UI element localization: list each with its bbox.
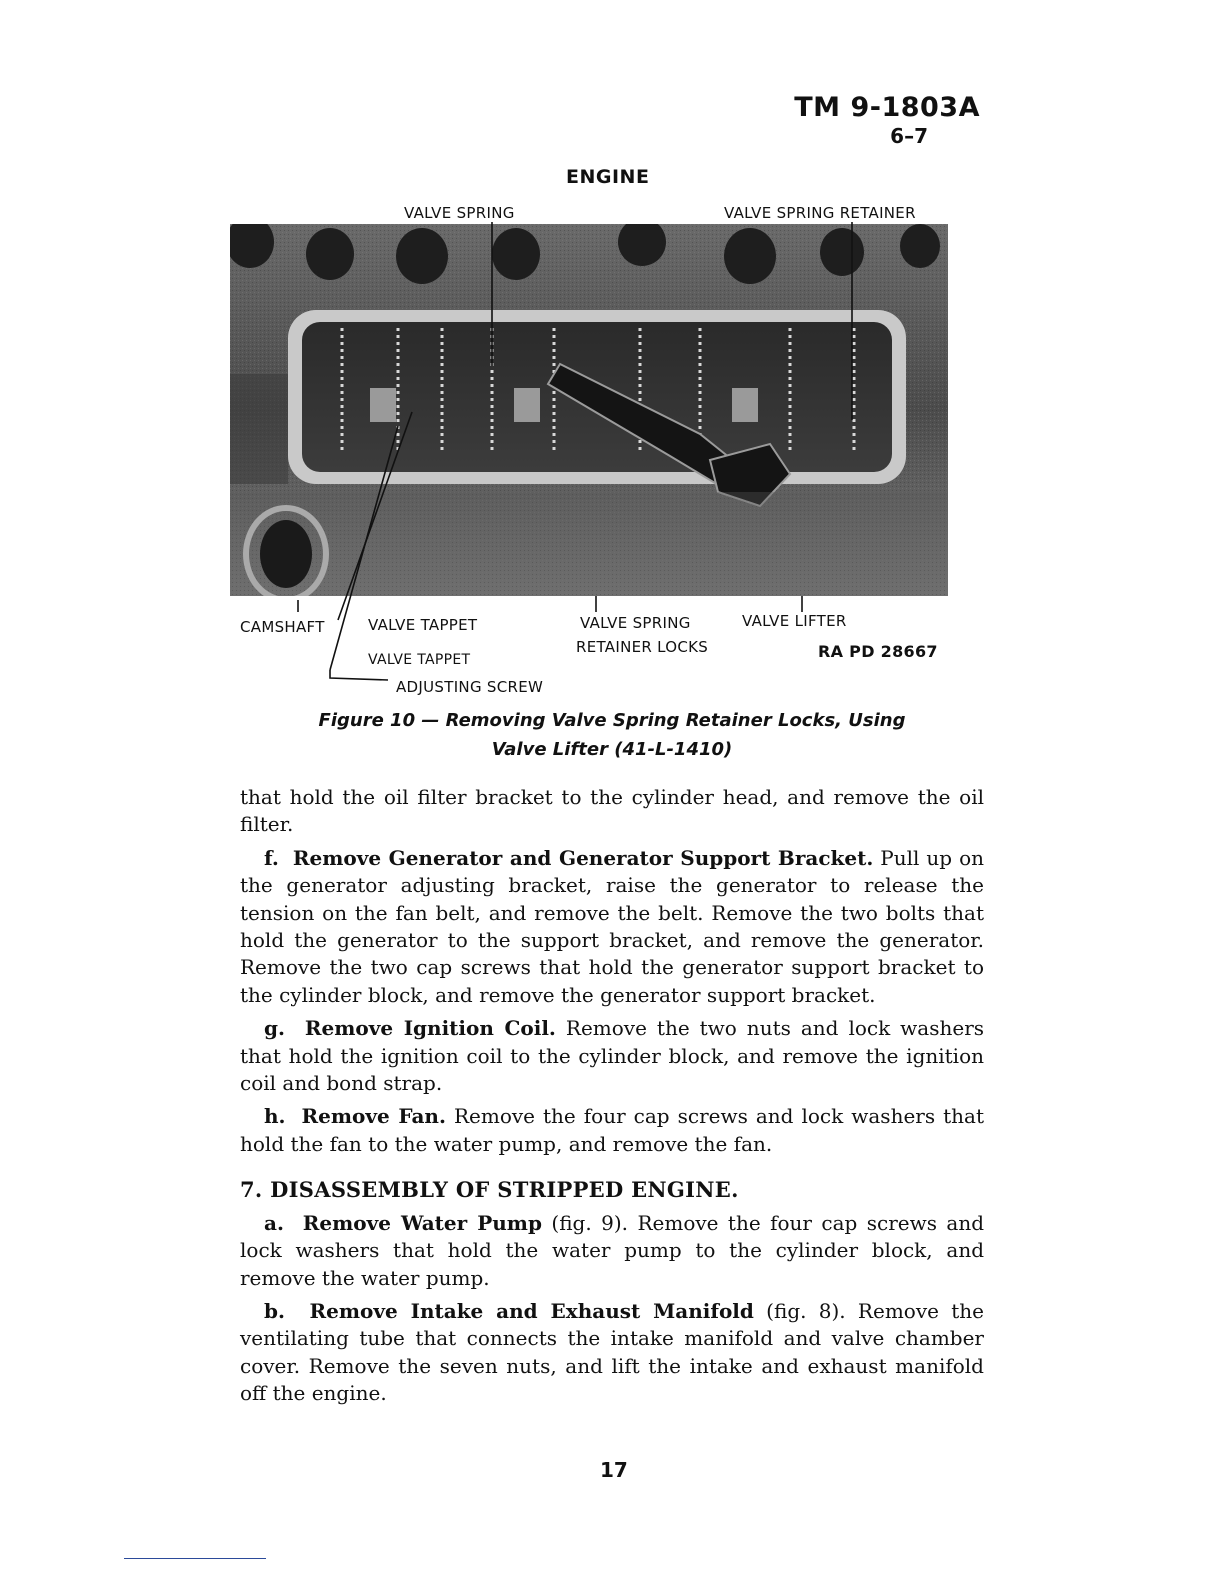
item-title-h: Remove Fan.: [301, 1104, 446, 1129]
paragraph-b: [240, 1298, 984, 1408]
item-label-h: h.: [264, 1104, 286, 1129]
section-ref: 6–7: [890, 124, 928, 148]
label-ra-pd: RA PD 28667: [818, 642, 938, 661]
body-text: [240, 784, 984, 1414]
item-label-f: f.: [264, 845, 279, 870]
paragraph-a: [240, 1210, 984, 1292]
label-retainer-locks-line2: RETAINER LOCKS: [576, 638, 709, 656]
paragraph-f: [240, 845, 984, 1009]
item-body-g: Remove the two nuts and lock washers that hold the ignition coil to the cylinder block, and remove the ignition coil and bond strap.: [240, 1016, 985, 1096]
item-label-b: b.: [264, 1298, 285, 1323]
item-ref-b: (fig. 8).: [766, 1298, 846, 1323]
caption-line2: Valve Lifter (41-L-1410): [491, 739, 733, 760]
paragraph-g: [240, 1015, 984, 1097]
engine-photo: [230, 224, 948, 596]
item-label-g: g.: [264, 1016, 285, 1041]
page-number: 17: [600, 1458, 628, 1482]
label-adjusting-screw-line2: ADJUSTING SCREW: [396, 678, 544, 696]
label-valve-tappet: VALVE TAPPET: [368, 616, 478, 634]
item-title-f: Remove Generator and Generator Support Bracket.: [292, 845, 874, 870]
item-title-a: Remove Water Pump: [302, 1210, 542, 1235]
item-body-b: Remove the ventilating tube that connects the intake manifold and valve chamber cover. Remove the seven nuts, and lift the intake and exhaust manifold off the engine.: [240, 1298, 984, 1406]
item-label-a: a.: [264, 1210, 284, 1235]
label-adjusting-screw-line1: VALVE TAPPET: [368, 652, 471, 668]
item-body-h: Remove the four cap screws and lock washers that hold the fan to the water pump, and remove the fan.: [240, 1104, 984, 1156]
figure-caption: [240, 706, 984, 764]
item-title-b: Remove Intake and Exhaust Manifold: [309, 1298, 754, 1323]
paragraph-continued: that hold the oil filter bracket to the cylinder head, and remove the oil filter.: [240, 785, 984, 837]
item-body-a: Remove the four cap screws and lock washers that hold the water pump to the cylinder block, and remove the water pump.: [240, 1210, 985, 1290]
label-valve-spring: VALVE SPRING: [404, 204, 515, 222]
label-valve-spring-retainer: VALVE SPRING RETAINER: [724, 204, 916, 222]
item-body-f: Pull up on the generator adjusting bracket, raise the generator to release the tension on the fan belt, and remove the belt. Remove the two bolts that hold the generator to the support bracket, and remove the generator. Remove the two cap screws that hold the generator support bracket to the cylinder block, and remove the generator support bracket.: [240, 845, 985, 1007]
running-head: ENGINE: [566, 166, 650, 188]
label-retainer-locks-line1: VALVE SPRING: [580, 614, 691, 632]
label-valve-lifter: VALVE LIFTER: [742, 612, 847, 630]
item-ref-a: (fig. 9).: [551, 1210, 629, 1235]
caption-line1: Figure 10 — Removing Valve Spring Retainer Locks, Using: [318, 710, 906, 731]
footer-rule: [124, 1558, 266, 1559]
paragraph-h: [240, 1103, 984, 1158]
section-heading-7: 7. DISASSEMBLY OF STRIPPED ENGINE.: [240, 1177, 739, 1203]
item-title-g: Remove Ignition Coil.: [304, 1016, 556, 1041]
tm-number: TM 9-1803A: [794, 92, 980, 123]
label-camshaft: CAMSHAFT: [240, 618, 325, 636]
